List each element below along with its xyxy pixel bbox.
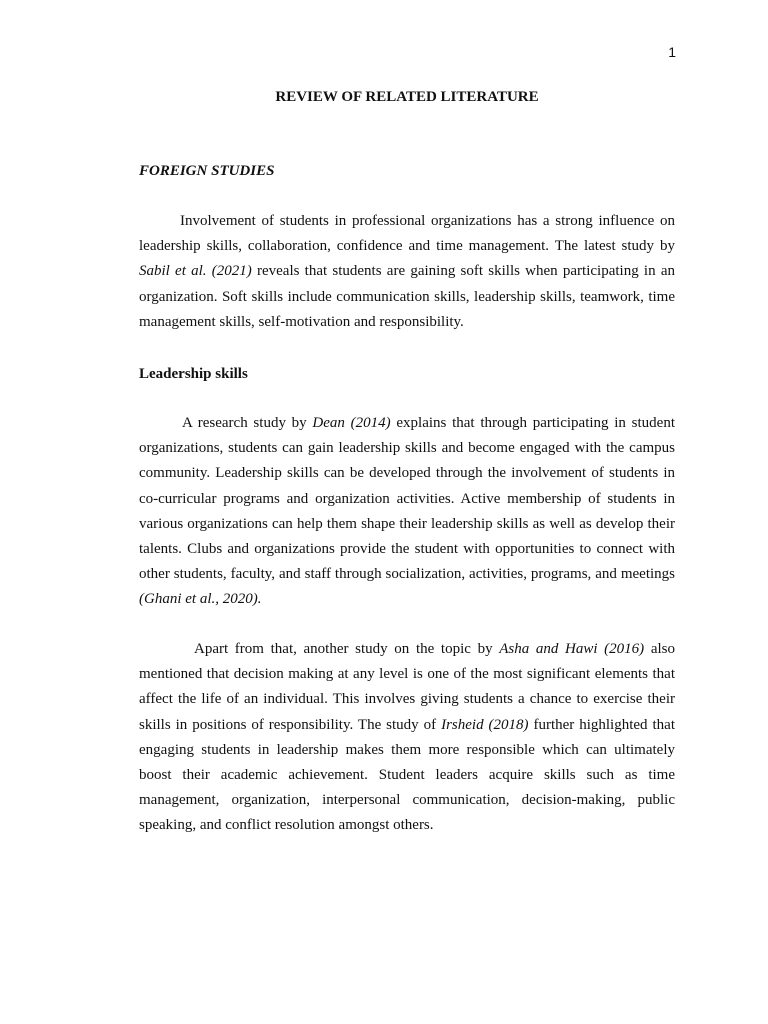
paragraph-text: also mentioned that decision making at any level is one of the most significant elements that affect the life of an individual. This involves giving students a chance to exercise their skills in positions of responsibility. The study of: [139, 641, 675, 733]
section-heading-foreign-studies: FOREIGN STUDIES: [139, 163, 275, 179]
citation-irsheid: Irsheid (2018): [441, 716, 529, 733]
citation-dean: Dean (2014): [312, 415, 391, 431]
citation-asha-hawi: Asha and Hawi (2016): [499, 641, 645, 657]
citation-sabil: Sabil et al. (2021): [139, 263, 252, 280]
paragraph-text: further highlighted that engaging students in leadership makes them more responsible which can ultimately boost their academic achievement. Student leaders acquire skills such as time management, organization, interpersonal communication, decision-making, public speaking, and conflict resolution amongst others.: [139, 716, 675, 834]
page-number: 1: [668, 44, 676, 60]
paragraph-decision-making: [139, 637, 675, 839]
paragraph-soft-skills: [139, 209, 675, 335]
citation-ghani: (Ghani et al., 2020).: [139, 591, 262, 608]
page-title: REVIEW OF RELATED LITERATURE: [275, 89, 539, 105]
paragraph-text: A research study by: [182, 415, 313, 431]
paragraph-text: Involvement of students in professional organizations has a strong influence on leadership skills, collaboration, confidence and time management. The latest study by: [139, 213, 675, 255]
paragraph-leadership: [139, 411, 675, 613]
subheading-leadership-skills: Leadership skills: [139, 366, 248, 382]
paragraph-text: Apart from that, another study on the topic by: [194, 641, 500, 657]
paragraph-text: explains that through participating in student organizations, students can gain leadership skills and become engaged with the campus community. Leadership skills can be developed through the involvement of students in co-curricular programs and organization activities. Active membership of students in various organizations can help them shape their leadership skills as well as develop their talents. Clubs and organizations provide the student with opportunities to connect with other students, faculty, and staff through socialization, activities, programs, and meetings: [139, 415, 676, 583]
paragraph-text: reveals that students are gaining soft skills when participating in an organization. Soft skills include communication skills, leadership skills, teamwork, time management skills, self-motivation and responsibility.: [139, 263, 675, 330]
